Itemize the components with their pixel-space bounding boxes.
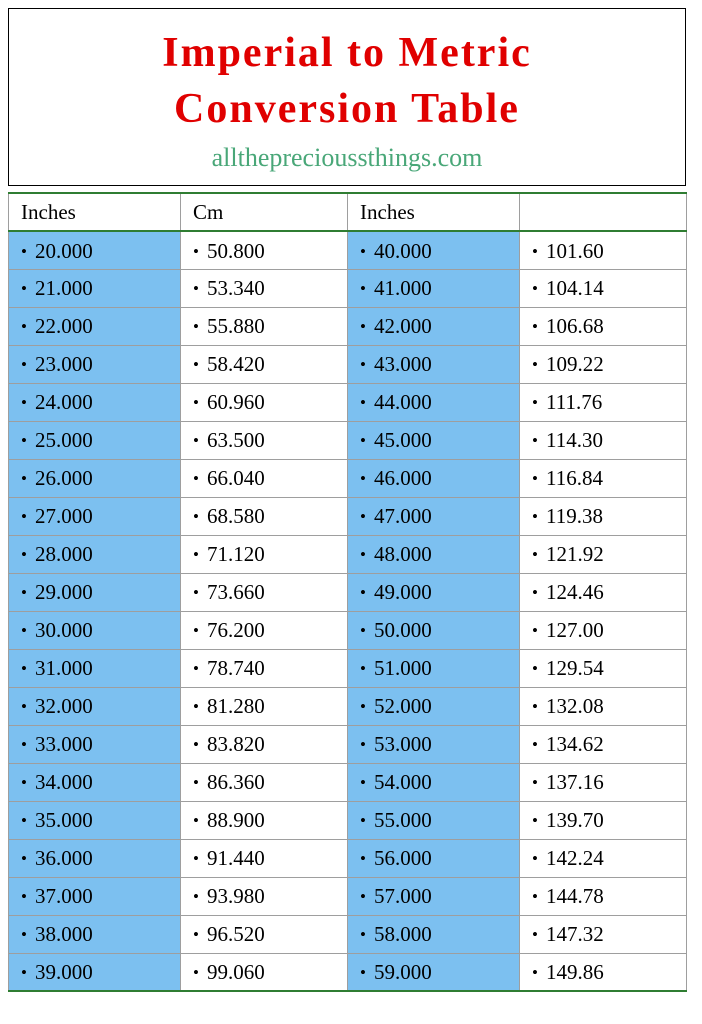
table-cell [9, 231, 181, 269]
bullet-icon: • [193, 279, 199, 299]
conversion-table-wrap [8, 192, 686, 992]
cell-value: 76.200 [207, 618, 265, 643]
bullet-icon: • [21, 963, 27, 983]
bullet-icon: • [193, 659, 199, 679]
table-cell [520, 839, 687, 877]
bullet-icon: • [193, 317, 199, 337]
table-cell [181, 915, 348, 953]
table-cell [520, 345, 687, 383]
table-cell [348, 231, 520, 269]
table-cell [348, 611, 520, 649]
table-row [9, 345, 687, 383]
table-cell [348, 535, 520, 573]
table-row [9, 725, 687, 763]
bullet-icon: • [360, 811, 366, 831]
bullet-icon: • [532, 279, 538, 299]
table-cell [181, 649, 348, 687]
bullet-icon: • [532, 659, 538, 679]
table-cell [9, 763, 181, 801]
bullet-icon: • [21, 355, 27, 375]
cell-value: 56.000 [374, 846, 432, 871]
cell-value: 149.86 [546, 960, 604, 985]
table-cell [181, 231, 348, 269]
bullet-icon: • [193, 621, 199, 641]
table-cell [520, 573, 687, 611]
cell-value: 132.08 [546, 694, 604, 719]
column-header-cm-2 [520, 193, 687, 231]
table-cell [348, 649, 520, 687]
bullet-icon: • [360, 925, 366, 945]
bullet-icon: • [360, 507, 366, 527]
cell-value: 109.22 [546, 352, 604, 377]
cell-value: 78.740 [207, 656, 265, 681]
table-cell [181, 459, 348, 497]
table-cell [348, 573, 520, 611]
bullet-icon: • [532, 621, 538, 641]
table-row [9, 877, 687, 915]
table-cell [348, 345, 520, 383]
cell-value: 50.000 [374, 618, 432, 643]
column-header-inches-1: Inches [9, 193, 181, 231]
table-cell [520, 877, 687, 915]
bullet-icon: • [360, 887, 366, 907]
table-row [9, 535, 687, 573]
cell-value: 33.000 [35, 732, 93, 757]
table-row [9, 383, 687, 421]
table-cell [181, 573, 348, 611]
bullet-icon: • [21, 659, 27, 679]
bullet-icon: • [193, 887, 199, 907]
bullet-icon: • [360, 963, 366, 983]
bullet-icon: • [21, 887, 27, 907]
table-cell [520, 725, 687, 763]
cell-value: 83.820 [207, 732, 265, 757]
table-cell [181, 535, 348, 573]
cell-value: 49.000 [374, 580, 432, 605]
table-cell [348, 687, 520, 725]
cell-value: 139.70 [546, 808, 604, 833]
bullet-icon: • [193, 773, 199, 793]
cell-value: 52.000 [374, 694, 432, 719]
bullet-icon: • [532, 507, 538, 527]
bullet-icon: • [360, 431, 366, 451]
table-cell [9, 345, 181, 383]
bullet-icon: • [21, 431, 27, 451]
table-cell [348, 725, 520, 763]
bullet-icon: • [360, 659, 366, 679]
cell-value: 59.000 [374, 960, 432, 985]
bullet-icon: • [21, 241, 27, 261]
table-row [9, 459, 687, 497]
cell-value: 127.00 [546, 618, 604, 643]
cell-value: 43.000 [374, 352, 432, 377]
bullet-icon: • [532, 963, 538, 983]
table-cell [520, 953, 687, 991]
table-row [9, 649, 687, 687]
cell-value: 60.960 [207, 390, 265, 415]
table-cell [520, 687, 687, 725]
cell-value: 40.000 [374, 238, 432, 263]
cell-value: 48.000 [374, 542, 432, 567]
table-row [9, 421, 687, 459]
bullet-icon: • [193, 431, 199, 451]
bullet-icon: • [193, 545, 199, 565]
bullet-icon: • [360, 773, 366, 793]
bullet-icon: • [193, 393, 199, 413]
cell-value: 31.000 [35, 656, 93, 681]
table-cell [348, 307, 520, 345]
bullet-icon: • [21, 583, 27, 603]
bullet-icon: • [193, 963, 199, 983]
cell-value: 36.000 [35, 846, 93, 871]
bullet-icon: • [360, 317, 366, 337]
table-row [9, 497, 687, 535]
table-cell [181, 725, 348, 763]
table-cell [181, 763, 348, 801]
bullet-icon: • [193, 697, 199, 717]
cell-value: 53.340 [207, 276, 265, 301]
table-cell [348, 421, 520, 459]
table-cell [9, 383, 181, 421]
bullet-icon: • [532, 317, 538, 337]
bullet-icon: • [21, 545, 27, 565]
cell-value: 142.24 [546, 846, 604, 871]
bullet-icon: • [532, 355, 538, 375]
cell-value: 41.000 [374, 276, 432, 301]
bullet-icon: • [532, 925, 538, 945]
table-cell [9, 459, 181, 497]
cell-value: 86.360 [207, 770, 265, 795]
cell-value: 144.78 [546, 884, 604, 909]
table-cell [520, 459, 687, 497]
cell-value: 37.000 [35, 884, 93, 909]
cell-value: 51.000 [374, 656, 432, 681]
table-cell [520, 421, 687, 459]
table-cell [181, 611, 348, 649]
cell-value: 73.660 [207, 580, 265, 605]
cell-value: 21.000 [35, 276, 93, 301]
table-row [9, 953, 687, 991]
cell-value: 137.16 [546, 770, 604, 795]
table-cell [181, 345, 348, 383]
table-cell [181, 269, 348, 307]
table-row [9, 915, 687, 953]
table-cell [348, 915, 520, 953]
table-cell [9, 269, 181, 307]
table-cell [9, 687, 181, 725]
bullet-icon: • [532, 849, 538, 869]
cell-value: 111.76 [546, 390, 603, 415]
bullet-icon: • [193, 735, 199, 755]
table-cell [181, 421, 348, 459]
table-cell [9, 611, 181, 649]
cell-value: 47.000 [374, 504, 432, 529]
table-header-row [9, 193, 687, 231]
cell-value: 42.000 [374, 314, 432, 339]
table-cell [9, 953, 181, 991]
title-block [8, 8, 686, 186]
table-cell [181, 307, 348, 345]
cell-value: 58.420 [207, 352, 265, 377]
cell-value: 134.62 [546, 732, 604, 757]
bullet-icon: • [360, 849, 366, 869]
bullet-icon: • [532, 431, 538, 451]
cell-value: 45.000 [374, 428, 432, 453]
table-cell [348, 763, 520, 801]
table-cell [520, 383, 687, 421]
table-cell [520, 307, 687, 345]
cell-value: 30.000 [35, 618, 93, 643]
table-cell [520, 801, 687, 839]
cell-value: 129.54 [546, 656, 604, 681]
table-cell [348, 497, 520, 535]
table-cell [348, 459, 520, 497]
cell-value: 68.580 [207, 504, 265, 529]
cell-value: 116.84 [546, 466, 603, 491]
table-row [9, 687, 687, 725]
bullet-icon: • [532, 583, 538, 603]
conversion-table [8, 192, 687, 992]
bullet-icon: • [532, 697, 538, 717]
table-cell [9, 877, 181, 915]
table-cell [9, 535, 181, 573]
cell-value: 34.000 [35, 770, 93, 795]
bullet-icon: • [360, 279, 366, 299]
bullet-icon: • [532, 545, 538, 565]
cell-value: 27.000 [35, 504, 93, 529]
table-cell [9, 839, 181, 877]
cell-value: 104.14 [546, 276, 604, 301]
page-title-line-2: Conversion Table [174, 86, 520, 133]
table-cell [181, 497, 348, 535]
table-cell [348, 269, 520, 307]
cell-value: 58.000 [374, 922, 432, 947]
table-cell [520, 611, 687, 649]
table-cell [348, 953, 520, 991]
cell-value: 24.000 [35, 390, 93, 415]
cell-value: 71.120 [207, 542, 265, 567]
table-cell [181, 953, 348, 991]
column-header-inches-2: Inches [348, 193, 520, 231]
watermark-text: alltheprecioussthings.com [211, 143, 483, 173]
bullet-icon: • [360, 735, 366, 755]
bullet-icon: • [360, 241, 366, 261]
table-row [9, 763, 687, 801]
cell-value: 26.000 [35, 466, 93, 491]
table-cell [181, 839, 348, 877]
table-cell [181, 877, 348, 915]
table-cell [520, 535, 687, 573]
cell-value: 50.800 [207, 238, 265, 263]
bullet-icon: • [193, 355, 199, 375]
table-cell [520, 269, 687, 307]
cell-value: 101.60 [546, 238, 604, 263]
bullet-icon: • [532, 469, 538, 489]
table-row [9, 573, 687, 611]
bullet-icon: • [532, 735, 538, 755]
bullet-icon: • [532, 887, 538, 907]
bullet-icon: • [21, 621, 27, 641]
bullet-icon: • [360, 393, 366, 413]
bullet-icon: • [360, 355, 366, 375]
bullet-icon: • [193, 925, 199, 945]
cell-value: 96.520 [207, 922, 265, 947]
bullet-icon: • [21, 507, 27, 527]
cell-value: 20.000 [35, 238, 93, 263]
bullet-icon: • [532, 241, 538, 261]
page-title-line-1: Imperial to Metric [162, 30, 532, 76]
bullet-icon: • [193, 583, 199, 603]
bullet-icon: • [21, 925, 27, 945]
cell-value: 124.46 [546, 580, 604, 605]
table-row [9, 611, 687, 649]
cell-value: 39.000 [35, 960, 93, 985]
table-body [9, 231, 687, 991]
cell-value: 25.000 [35, 428, 93, 453]
bullet-icon: • [532, 393, 538, 413]
table-row [9, 801, 687, 839]
cell-value: 32.000 [35, 694, 93, 719]
bullet-icon: • [21, 773, 27, 793]
table-cell [9, 573, 181, 611]
cell-value: 23.000 [35, 352, 93, 377]
bullet-icon: • [193, 507, 199, 527]
cell-value: 22.000 [35, 314, 93, 339]
table-cell [9, 915, 181, 953]
table-cell [520, 915, 687, 953]
bullet-icon: • [532, 773, 538, 793]
table-cell [520, 763, 687, 801]
bullet-icon: • [360, 583, 366, 603]
table-cell [181, 687, 348, 725]
table-cell [181, 801, 348, 839]
bullet-icon: • [360, 545, 366, 565]
cell-value: 119.38 [546, 504, 603, 529]
bullet-icon: • [21, 735, 27, 755]
bullet-icon: • [532, 811, 538, 831]
table-cell [9, 801, 181, 839]
table-row [9, 231, 687, 269]
bullet-icon: • [193, 469, 199, 489]
cell-value: 28.000 [35, 542, 93, 567]
bullet-icon: • [21, 393, 27, 413]
bullet-icon: • [193, 849, 199, 869]
bullet-icon: • [193, 811, 199, 831]
table-cell [348, 877, 520, 915]
bullet-icon: • [193, 241, 199, 261]
cell-value: 81.280 [207, 694, 265, 719]
cell-value: 44.000 [374, 390, 432, 415]
cell-value: 88.900 [207, 808, 265, 833]
cell-value: 55.880 [207, 314, 265, 339]
bullet-icon: • [360, 469, 366, 489]
table-cell [9, 307, 181, 345]
table-cell [520, 231, 687, 269]
table-cell [9, 497, 181, 535]
table-cell [520, 497, 687, 535]
cell-value: 63.500 [207, 428, 265, 453]
bullet-icon: • [21, 697, 27, 717]
bullet-icon: • [21, 811, 27, 831]
cell-value: 35.000 [35, 808, 93, 833]
cell-value: 46.000 [374, 466, 432, 491]
table-row [9, 269, 687, 307]
table-cell [348, 801, 520, 839]
cell-value: 106.68 [546, 314, 604, 339]
cell-value: 53.000 [374, 732, 432, 757]
bullet-icon: • [360, 697, 366, 717]
bullet-icon: • [21, 279, 27, 299]
cell-value: 99.060 [207, 960, 265, 985]
table-row [9, 307, 687, 345]
bullet-icon: • [21, 469, 27, 489]
column-header-cm-1: Cm [181, 193, 348, 231]
table-cell [348, 839, 520, 877]
table-row [9, 839, 687, 877]
table-cell [9, 421, 181, 459]
cell-value: 55.000 [374, 808, 432, 833]
cell-value: 91.440 [207, 846, 265, 871]
table-cell [181, 383, 348, 421]
cell-value: 29.000 [35, 580, 93, 605]
bullet-icon: • [21, 849, 27, 869]
cell-value: 147.32 [546, 922, 604, 947]
cell-value: 93.980 [207, 884, 265, 909]
table-cell [9, 649, 181, 687]
cell-value: 114.30 [546, 428, 603, 453]
cell-value: 38.000 [35, 922, 93, 947]
cell-value: 66.040 [207, 466, 265, 491]
cell-value: 57.000 [374, 884, 432, 909]
cell-value: 121.92 [546, 542, 604, 567]
table-cell [520, 649, 687, 687]
bullet-icon: • [360, 621, 366, 641]
table-cell [348, 383, 520, 421]
table-cell [9, 725, 181, 763]
bullet-icon: • [21, 317, 27, 337]
cell-value: 54.000 [374, 770, 432, 795]
